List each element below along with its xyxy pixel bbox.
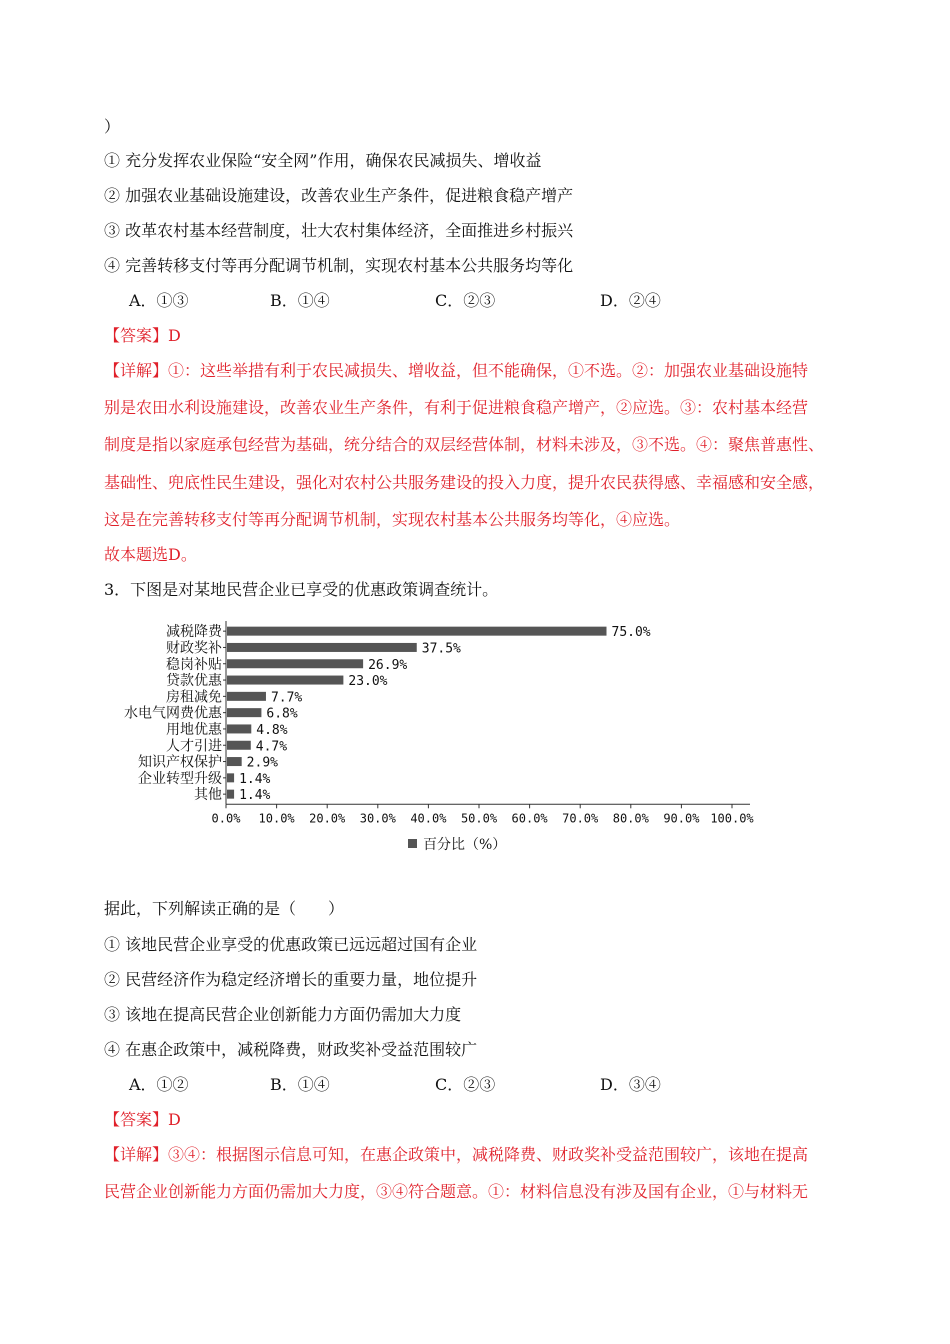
bar — [227, 627, 607, 636]
q2-option-1: ① 充分发挥农业保险“安全网”作用，确保农民减损失、增收益 — [104, 151, 542, 170]
q3-prompt: 据此，下列解读正确的是（ ） — [104, 899, 345, 918]
legend-swatch — [408, 839, 417, 848]
bar — [227, 773, 234, 782]
bar — [227, 659, 363, 668]
chart-legend — [408, 836, 506, 854]
answer-tag: 【答案】 — [104, 1110, 169, 1129]
value-label: 75.0% — [611, 625, 651, 641]
q3-explain-line-1 — [104, 1145, 808, 1165]
category-label: 用地优惠 — [166, 721, 222, 738]
q3-option-2: ② 民营经济作为稳定经济增长的重要力量，地位提升 — [104, 970, 478, 989]
q3-choice-d: D．③④ — [600, 1075, 661, 1094]
q3-choice-c: C．②③ — [435, 1075, 496, 1094]
x-tick-label: 40.0% — [410, 811, 447, 826]
q3-choice-b: B．①④ — [270, 1075, 330, 1094]
category-label: 知识产权保护 — [138, 754, 222, 771]
bar — [227, 708, 261, 717]
bar — [227, 757, 242, 766]
q2-explain-line-4: 基础性、兜底性民生建设，强化对农村公共服务建设的投入力度，提升农民获得感、幸福感和安全感， — [104, 473, 825, 492]
category-label: 减税降费 — [166, 624, 222, 641]
value-label: 37.5% — [421, 641, 461, 657]
bar — [227, 790, 234, 799]
category-label: 稳岗补贴 — [166, 656, 222, 673]
bar — [227, 724, 251, 733]
answer-value: D — [168, 326, 181, 345]
bar — [227, 643, 417, 652]
question-2-paren: ） — [104, 117, 121, 136]
q2-explain-line-1 — [104, 361, 808, 381]
value-label: 26.9% — [368, 657, 408, 673]
x-tick-label: 70.0% — [562, 811, 599, 826]
bar — [227, 741, 251, 750]
q3-option-1: ① 该地民营企业享受的优惠政策已远远超过国有企业 — [104, 935, 478, 954]
answer-value: D — [168, 1110, 181, 1129]
q2-explain-line-2: 别是农田水利设施建设，改善农业生产条件，有利于促进粮食稳产增产，②应选。③：农村基本经营 — [104, 398, 809, 417]
explain-text: ③④：根据图示信息可知，在惠企政策中，减税降费、财政奖补受益范围较广，该地在提高 — [168, 1145, 809, 1164]
x-tick-label: 90.0% — [663, 811, 700, 826]
q2-answer — [104, 326, 181, 346]
q2-option-2: ② 加强农业基础设施建设，改善农业生产条件，促进粮食稳产增产 — [104, 186, 574, 205]
q3-answer — [104, 1110, 181, 1130]
q3-option-4: ④ 在惠企政策中，减税降费，财政奖补受益范围较广 — [104, 1040, 478, 1059]
q2-conclusion: 故本题选D。 — [104, 545, 197, 564]
value-label: 1.4% — [239, 788, 271, 804]
value-label: 6.8% — [266, 706, 298, 722]
bar — [227, 676, 343, 685]
answer-tag: 【答案】 — [104, 326, 169, 345]
x-tick-label: 30.0% — [359, 811, 396, 826]
x-tick-label: 10.0% — [258, 811, 295, 826]
category-label: 房租减免 — [166, 689, 222, 706]
q2-option-4: ④ 完善转移支付等再分配调节机制，实现农村基本公共服务均等化 — [104, 256, 574, 275]
q2-option-3: ③ 改革农村基本经营制度，壮大农村集体经济，全面推进乡村振兴 — [104, 221, 574, 240]
category-label: 水电气网费优惠 — [124, 705, 222, 722]
category-label: 财政奖补 — [166, 640, 222, 657]
category-label: 企业转型升级 — [138, 770, 222, 787]
policy-bar-chart — [104, 615, 774, 830]
q3-option-3: ③ 该地在提高民营企业创新能力方面仍需加大力度 — [104, 1005, 462, 1024]
x-tick-label: 100.0% — [710, 811, 754, 826]
value-label: 7.7% — [270, 690, 303, 706]
value-label: 2.9% — [246, 755, 278, 771]
category-label: 贷款优惠 — [166, 673, 222, 690]
x-tick-label: 0.0% — [211, 811, 241, 826]
x-tick-label: 50.0% — [460, 811, 498, 826]
x-tick-label: 20.0% — [309, 811, 346, 826]
q3-explain-line-2: 民营企业创新能力方面仍需加大力度，③④符合题意。①：材料信息没有涉及国有企业，①与材料无 — [104, 1182, 809, 1201]
value-label: 1.4% — [239, 771, 271, 787]
legend-label: 百分比（%） — [423, 837, 507, 853]
q2-choice-a: A．①③ — [129, 291, 189, 310]
x-tick-label: 60.0% — [511, 811, 548, 826]
category-label: 其他 — [194, 787, 222, 804]
value-label: 23.0% — [348, 674, 388, 690]
category-label: 人才引进 — [166, 738, 222, 755]
q2-choice-d: D．②④ — [600, 291, 661, 310]
explain-text: ①：这些举措有利于农民减损失、增收益，但不能确保，①不选。②：加强农业基础设施特 — [168, 361, 809, 380]
bar — [227, 692, 266, 701]
q3-choice-a: A．①② — [129, 1075, 189, 1094]
explain-tag: 【详解】 — [104, 1145, 169, 1164]
q2-choice-b: B．①④ — [270, 291, 330, 310]
q2-explain-line-5: 这是在完善转移支付等再分配调节机制，实现农村基本公共服务均等化，④应选。 — [104, 510, 681, 529]
value-label: 4.7% — [255, 739, 288, 755]
q2-choice-c: C．②③ — [435, 291, 496, 310]
q3-stem: 3．下图是对某地民营企业已享受的优惠政策调查统计。 — [104, 580, 499, 599]
x-tick-label: 80.0% — [612, 811, 649, 826]
explain-tag: 【详解】 — [104, 361, 169, 380]
q2-explain-line-3: 制度是指以家庭承包经营为基础，统分结合的双层经营体制，材料未涉及，③不选。④：聚焦普惠性、 — [104, 435, 825, 454]
value-label: 4.8% — [256, 722, 288, 738]
